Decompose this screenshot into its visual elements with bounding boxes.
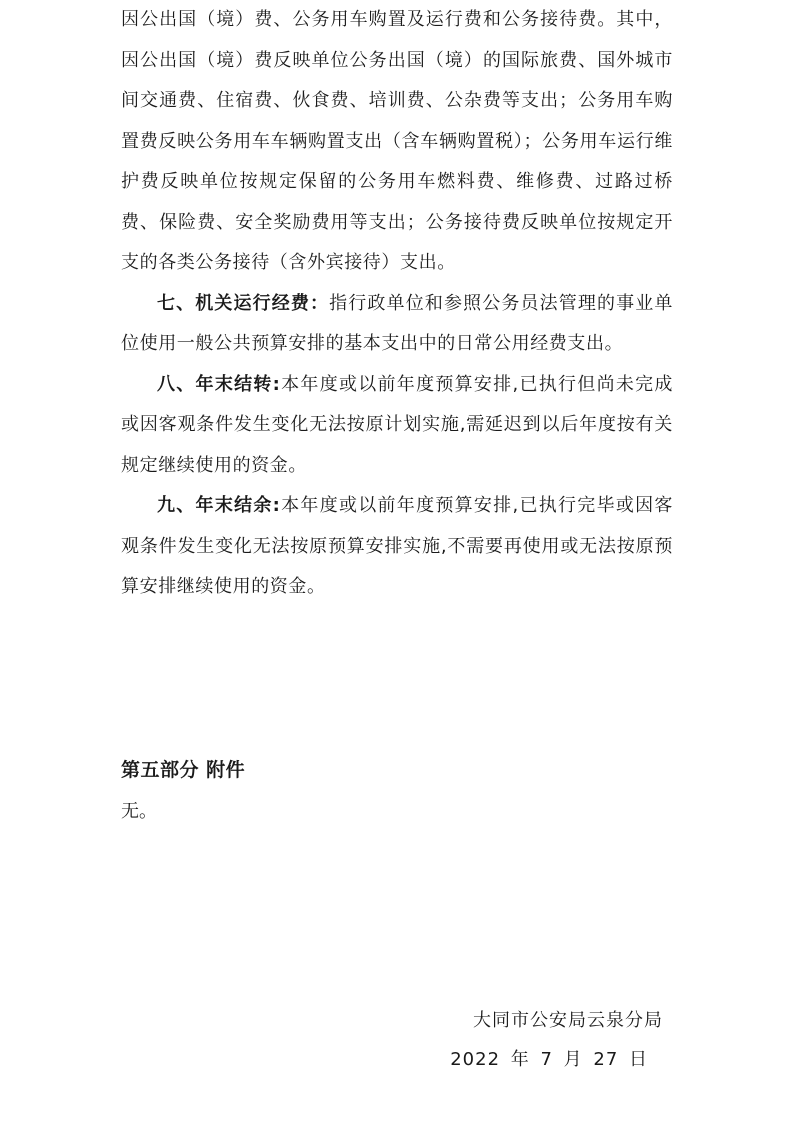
section-heading-attachments: 第五部分 附件 <box>121 759 246 781</box>
definition-year-end-carryover: 本年度或以前年度预算安排,已执行但尚未完成或因客观条件发生变化无法按原计划实施,需延迟到以后年度按有关规定继续使用的资金。 <box>121 373 673 476</box>
explanation-text-block <box>121 0 673 608</box>
definition-year-end-balance: 本年度或以前年度预算安排,已执行完毕或因客观条件发生变化无法按原预算安排实施,不需要再使用或无法按原预算安排继续使用的资金。 <box>121 495 673 597</box>
term-year-end-carryover: 八、年末结转: <box>157 373 281 395</box>
section-content-attachments: 无。 <box>121 801 157 822</box>
paragraph-year-end-balance <box>121 486 673 608</box>
term-operating-expenses: 七、机关运行经费： <box>157 292 330 314</box>
definition-operating-expenses: 指行政单位和参照公务员法管理的事业单位使用一般公共预算安排的基本支出中的日常公用经费支出。 <box>121 292 673 354</box>
signature-date: 2022 年 7 月 27 日 <box>450 1049 648 1070</box>
term-year-end-balance: 九、年末结余: <box>157 495 281 516</box>
signature-organization: 大同市公安局云泉分局 <box>473 1010 663 1031</box>
paragraph-operating-expenses <box>121 284 673 365</box>
paragraph-year-end-carryover <box>121 365 673 487</box>
paragraph-official-expenses-continued: 因公出国（境）费、公务用车购置及运行费和公务接待费。其中，因公出国（境）费反映单位公务出国（境）的国际旅费、国外城市间交通费、住宿费、伙食费、培训费、公杂费等支出；公务用车购置费反映公务用车车辆购置支出（含车辆购置税）；公务用车运行维护费反映单位按规定保留的公务用车燃料费、维修费、过路过桥费、保险费、安全奖励费用等支出；公务接待费反映单位按规定开支的各类公务接待（含外宾接待）支出。 <box>121 9 673 273</box>
